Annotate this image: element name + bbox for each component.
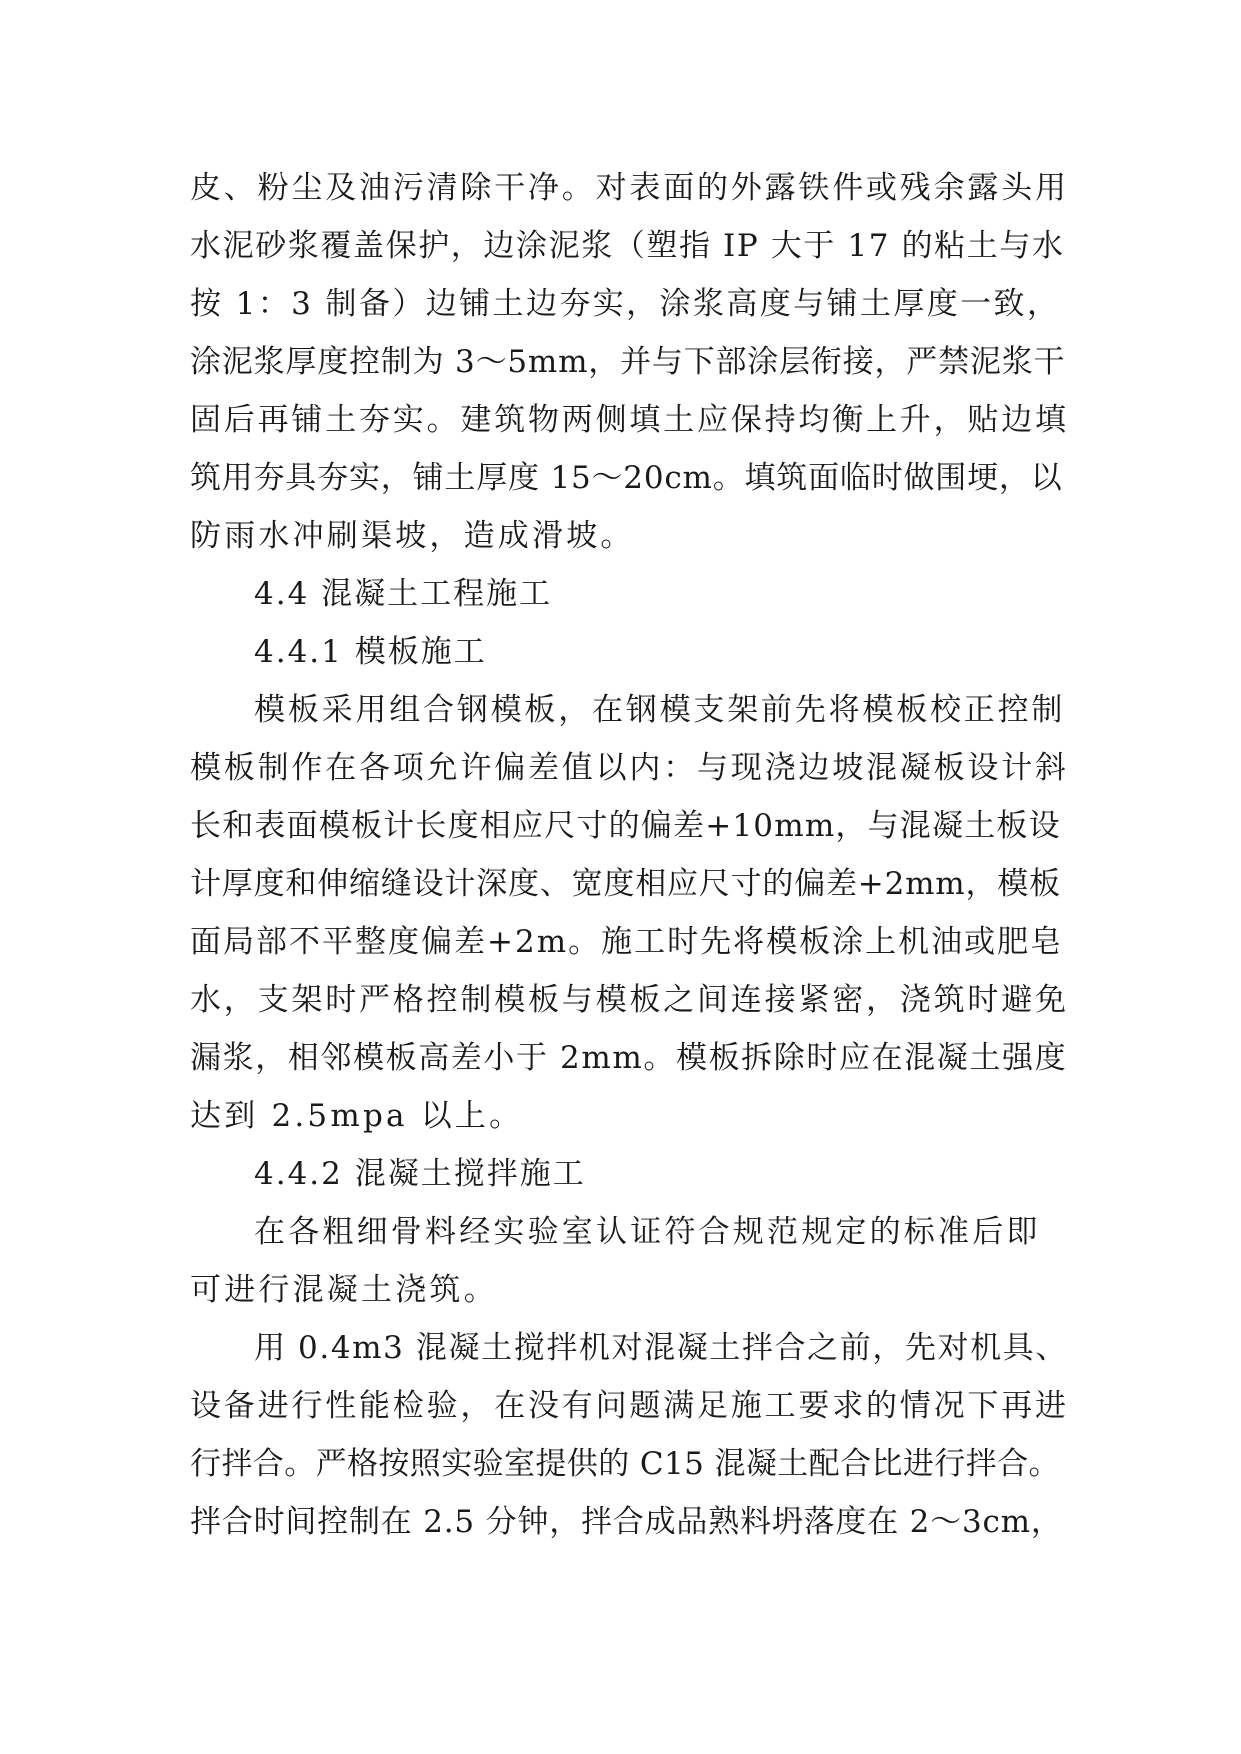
paragraph-line: 可进行混凝土浇筑。	[190, 1272, 498, 1308]
paragraph-line: 漏浆，相邻模板高差小于 2mm。模板拆除时应在混凝土强度	[190, 1040, 1068, 1076]
subsection-heading: 4.4.1 模板施工	[254, 634, 487, 670]
paragraph-line: 按 1：3 制备）边铺土边夯实，涂浆高度与铺土厚度一致，	[190, 286, 1061, 322]
paragraph-line: 行拌合。严格按照实验室提供的 C15 混凝土配合比进行拌合。	[190, 1446, 1060, 1482]
paragraph-line: 水泥砂浆覆盖保护，边涂泥浆（塑指 IP 大于 17 的粘土与水	[190, 228, 1065, 264]
paragraph-line: 防雨水冲刷渠坡，造成滑坡。	[190, 518, 635, 554]
paragraph-line: 涂泥浆厚度控制为 3～5mm，并与下部涂层衔接，严禁泥浆干	[190, 344, 1066, 380]
paragraph-line: 面局部不平整度偏差+2m。施工时先将模板涂上机油或肥皂	[190, 924, 1064, 960]
paragraph-line: 计厚度和伸缩缝设计深度、宽度相应尺寸的偏差+2mm，模板	[190, 866, 1061, 902]
paragraph-line: 水，支架时严格控制模板与模板之间连接紧密，浇筑时避免	[190, 982, 1069, 1018]
subsection-heading: 4.4.2 混凝土搅拌施工	[254, 1156, 586, 1192]
paragraph-line: 模板采用组合钢模板，在钢模支架前先将模板校正控制	[254, 692, 1066, 728]
paragraph-line: 在各粗细骨料经实验室认证符合规范规定的标准后即	[254, 1214, 1041, 1250]
paragraph-line: 皮、粉尘及油污清除干净。对表面的外露铁件或残余露头用	[190, 170, 1069, 206]
paragraph-line: 模板制作在各项允许偏差值以内：与现浇边坡混凝板设计斜	[190, 750, 1069, 786]
paragraph-line: 筑用夯具夯实，铺土厚度 15～20cm。填筑面临时做围埂，以	[190, 460, 1063, 496]
paragraph-line: 拌合时间控制在 2.5 分钟，拌合成品熟料坍落度在 2～3cm，	[190, 1504, 1063, 1540]
paragraph-line: 固后再铺土夯实。建筑物两侧填土应保持均衡上升，贴边填	[190, 402, 1069, 438]
paragraph-line: 用 0.4m3 混凝土搅拌机对混凝土拌合之前，先对机具、	[254, 1330, 1068, 1366]
paragraph-line: 长和表面模板计长度相应尺寸的偏差+10mm，与混凝土板设	[190, 808, 1061, 844]
section-heading: 4.4 混凝土工程施工	[254, 576, 553, 612]
paragraph-line: 达到 2.5mpa 以上。	[190, 1098, 524, 1134]
paragraph-line: 设备进行性能检验，在没有问题满足施工要求的情况下再进	[190, 1388, 1069, 1424]
